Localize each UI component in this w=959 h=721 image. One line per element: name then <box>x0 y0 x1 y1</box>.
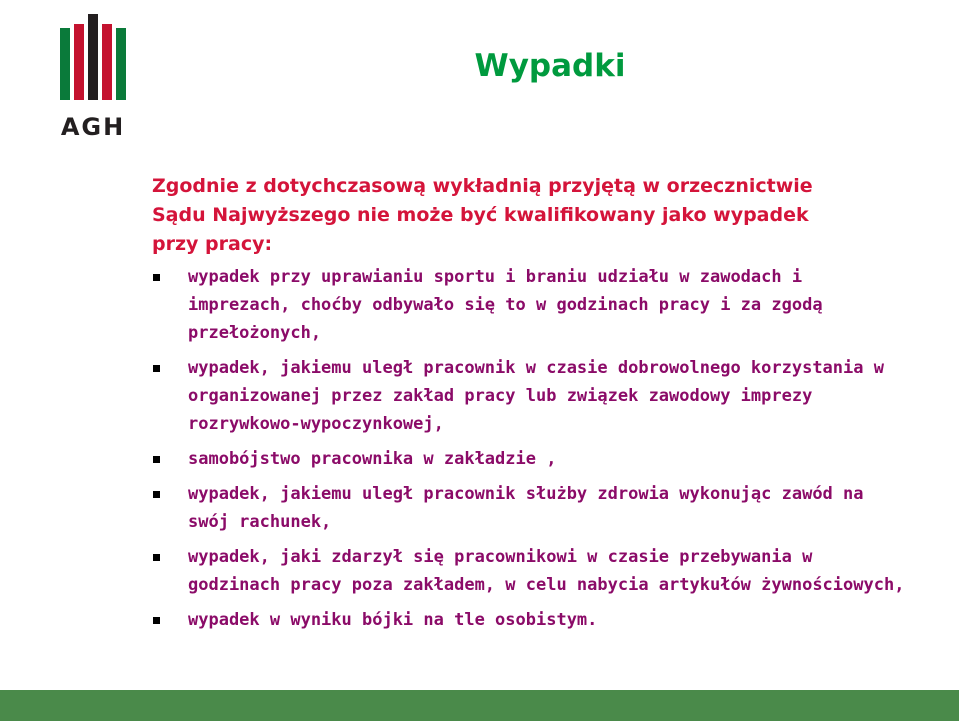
intro-text: Zgodnie z dotychczasową wykładnią przyjętą w orzecznictwie Sądu Najwyższego nie może być kwalifikowany jako wypadek przy pracy: <box>152 175 813 255</box>
list-item-text: wypadek w wyniku bójki na tle osobistym. <box>188 610 598 630</box>
square-bullet-icon <box>153 617 160 624</box>
square-bullet-icon <box>153 491 160 498</box>
exclusion-list <box>150 263 910 641</box>
square-bullet-icon <box>153 554 160 561</box>
list-item <box>150 543 910 599</box>
list-item <box>150 354 910 438</box>
slide-title: Wypadki <box>474 48 626 84</box>
agh-logo-mark <box>50 14 140 144</box>
list-item-text: wypadek, jakiemu uległ pracownik w czasie dobrowolnego korzystania w organizowanej przez zakład pracy lub związek zawodowy imprezy rozrywkowo-wypoczynkowej, <box>188 358 884 434</box>
agh-logo <box>50 14 140 144</box>
square-bullet-icon <box>153 365 160 372</box>
list-item <box>150 445 910 473</box>
list-item-text: samobójstwo pracownika w zakładzie , <box>188 449 557 469</box>
agh-logo-text: AGH <box>60 113 126 141</box>
list-item-text: wypadek przy uprawianiu sportu i braniu udziału w zawodach i imprezach, choćby odbywało się to w godzinach pracy i za zgodą przełożonych, <box>188 267 823 343</box>
list-item <box>150 480 910 536</box>
list-item-text: wypadek, jakiemu uległ pracownik służby zdrowia wykonując zawód na swój rachunek, <box>188 484 864 532</box>
bottom-bar <box>0 690 959 721</box>
list-item <box>150 606 910 634</box>
list-item-text: wypadek, jaki zdarzył się pracownikowi w czasie przebywania w godzinach pracy poza zakładem, w celu nabycia artykułów żywnościowych, <box>188 547 905 595</box>
list-item <box>150 263 910 347</box>
square-bullet-icon <box>153 274 160 281</box>
square-bullet-icon <box>153 456 160 463</box>
